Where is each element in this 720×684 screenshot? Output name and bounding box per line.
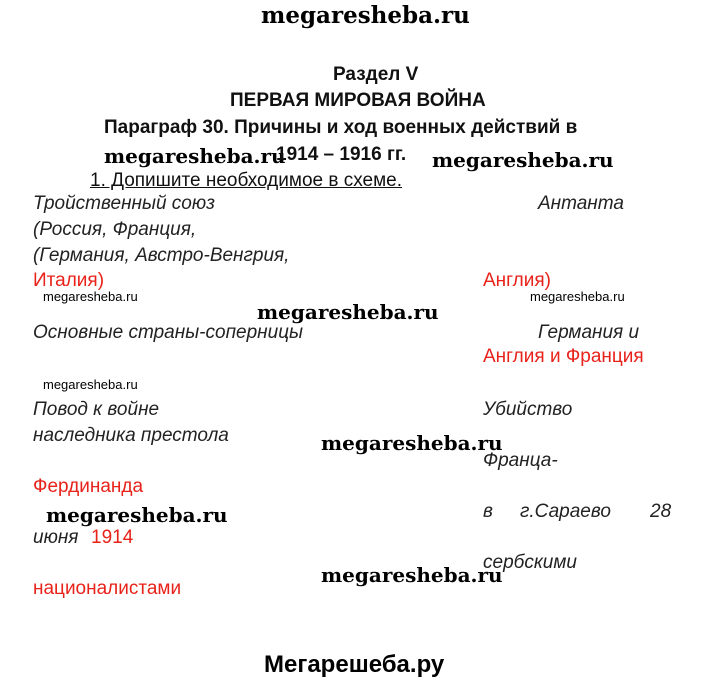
answer-nationalists: националистами [33, 578, 182, 599]
paragraph-years: 1914 – 1916 гг. [276, 144, 407, 165]
watermark-inline-1: megaresheba.ru [104, 144, 286, 168]
watermark-inline-3: megaresheba.ru [257, 300, 439, 324]
watermark-bottom: Мегарешеба.ру [264, 651, 445, 678]
pretext-label: Повод к войне [33, 399, 160, 420]
pretext-month: июня [33, 527, 79, 548]
answer-italy: Италия) [33, 270, 105, 291]
answer-england: Англия) [483, 270, 551, 291]
pretext-murder: Убийство [483, 399, 573, 420]
pretext-in: в [483, 501, 493, 522]
entente-members: (Россия, Франция, [33, 219, 197, 240]
watermark-inline-4: megaresheba.ru [321, 431, 503, 455]
watermark-inline-6: megaresheba.ru [321, 563, 503, 587]
pretext-day: 28 [650, 501, 672, 522]
rivals-label: Основные страны-соперницы [33, 322, 304, 343]
pretext-franz: Франца- [483, 450, 558, 471]
chapter-title: ПЕРВАЯ МИРОВАЯ ВОЙНА [230, 90, 486, 111]
entente-label: Антанта [538, 193, 624, 214]
watermark-inline-5: megaresheba.ru [46, 503, 228, 527]
watermark-inline-2: megaresheba.ru [432, 148, 614, 172]
paragraph-title: Параграф 30. Причины и ход военных действий в [104, 117, 578, 138]
pretext-sarajevo: г.Сараево [520, 501, 611, 522]
task-instruction: 1. Допишите необходимое в схеме. [90, 170, 402, 191]
answer-rivals: Англия и Франция [483, 346, 644, 367]
triple-alliance-label: Тройственный союз [33, 193, 215, 214]
watermark-small-2: megaresheba.ru [530, 289, 625, 304]
answer-year: 1914 [91, 527, 134, 548]
pretext-serbian: сербскими [483, 552, 577, 573]
alliance-members: (Германия, Австро-Венгрия, [33, 245, 290, 266]
watermark-small-1: megaresheba.ru [43, 289, 138, 304]
pretext-heir: наследника престола [33, 425, 229, 446]
watermark-small-3: megaresheba.ru [43, 377, 138, 392]
section-heading: Раздел V [333, 64, 419, 85]
watermark-top: megaresheba.ru [261, 2, 470, 29]
rivals-germany: Германия и [538, 322, 640, 343]
answer-ferdinand: Фердинанда [33, 476, 144, 497]
